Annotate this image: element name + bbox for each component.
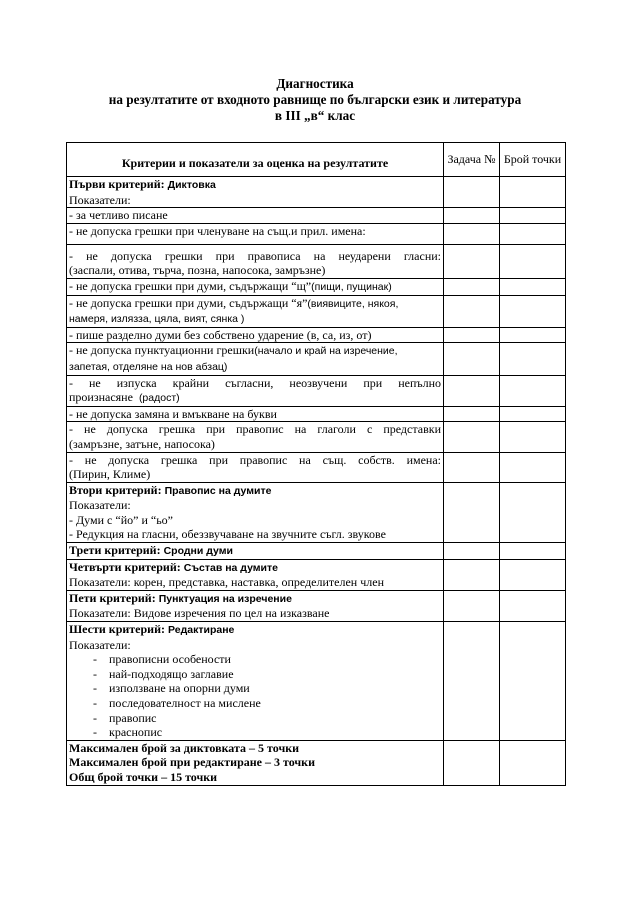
indicator-cell [67,244,444,278]
indicator-examples: (заспали, отива, търча, позна, напосока, замръзне) [69,263,326,278]
table-row [67,208,566,224]
criterion-label: Втори критерий [69,482,158,497]
task-cell[interactable] [444,740,500,785]
table-row [67,482,566,542]
task-cell[interactable] [444,278,500,295]
list-item: - краснопис [87,725,441,740]
points-cell[interactable] [500,343,566,375]
task-cell[interactable] [444,559,500,590]
task-number-header: Задача № [444,143,500,177]
indicators-text: Показатели: корен, представка, наставка, определителен член [69,575,384,590]
points-cell[interactable] [500,177,566,208]
assessment-table [66,142,566,786]
task-cell[interactable] [444,622,500,741]
task-cell[interactable] [444,223,500,244]
points-cell[interactable] [500,244,566,278]
points-header: Брой точки [500,143,566,177]
task-cell[interactable] [444,482,500,542]
list-item: - използване на опорни думи [87,681,441,696]
points-cell[interactable] [500,327,566,343]
points-cell[interactable] [500,406,566,422]
title-line-2: на резултатите от входното равнище по български език и литература [108,92,522,108]
indicators-label: Показатели: [69,498,131,513]
title-line-3: в ІІІ „в“ клас [274,108,356,124]
criterion-label: Първи критерий [69,177,161,191]
criterion-label: Четвърти критерий [69,559,177,574]
indicator-examples-cont: запетая, отделяне на нов абзац) [69,360,228,373]
points-cell[interactable] [500,452,566,482]
table-row [67,244,566,278]
table-row [67,740,566,785]
criterion-name: Правопис на думите [164,484,272,497]
editing-indicators-list [69,652,441,740]
criterion-name: Диктовка [167,179,216,191]
indicator-cell [67,343,444,375]
summary-total-points: Общ брой точки – 15 точки [69,769,218,784]
task-cell[interactable] [444,452,500,482]
task-cell[interactable] [444,208,500,224]
indicator-text: - не допуска пунктуационни грешки [69,343,255,358]
criterion-name: Сродни думи [163,545,233,558]
indicator-text: - Думи с “йо” и “ьо” [69,512,173,527]
summary-editing-max: Максимален брой при редактиране – 3 точки [69,755,316,770]
points-cell[interactable] [500,482,566,542]
points-cell[interactable] [500,559,566,590]
indicator-text: - пише разделно думи без собствено ударение (в, са, из, от) [67,327,444,343]
indicator-text: - Редукция на гласни, обеззвучаване на звучните съгл. звукове [69,527,386,542]
points-cell[interactable] [500,223,566,244]
table-row [67,559,566,590]
points-cell[interactable] [500,543,566,560]
list-item: - последователност на мислене [87,696,441,711]
table-row [67,590,566,621]
task-cell[interactable] [444,343,500,375]
indicator-cell [67,375,444,406]
criterion-2-cell: Втори критерий: Правопис на думите Показатели: - Думи с “йо” и “ьо” - Редукция на гласни, обеззвучаване на звучните съгл. звукове [67,482,444,542]
points-cell[interactable] [500,295,566,327]
indicator-examples: (замръзне, затъне, напосока) [69,436,215,451]
indicator-text: - не допуска грешки при думи, съдържащи “щ” [69,278,312,293]
criterion-6-cell: Шести критерий: Редактиране Показатели: - правописни особености - най-подходящо заглавие - използване на опорни думи - последователност на мислене - правопис - краснопис [67,622,444,741]
points-cell[interactable] [500,422,566,452]
table-row [67,406,566,422]
criterion-label: Пети критерий [69,590,152,605]
task-cell[interactable] [444,177,500,208]
task-cell[interactable] [444,327,500,343]
indicator-text: - не допуска грешки при членуване на същ.и прил. имена: [67,223,444,244]
indicator-text: - не допуска грешки при думи, съдържащи “я” [69,295,308,310]
criterion-3-cell: Трети критерий: Сродни думи [67,543,444,560]
criterion-name: Състав на думите [183,561,278,574]
indicator-examples: (пищи, пущинак) [311,280,392,293]
criterion-5-cell: Пети критерий: Пунктуация на изречение Показатели: Видове изречения по цел на изказване [67,590,444,621]
criteria-header: Критерии и показатели за оценка на резултатите [67,143,444,177]
indicator-text: - не изпуска крайни съгласни, неозвучени при непълно [69,375,441,390]
indicator-cell [67,295,444,327]
indicator-cell [67,452,444,482]
criterion-name: Редактиране [168,624,235,637]
table-row [67,327,566,343]
table-row [67,295,566,327]
indicator-text: - не допуска грешка при правопис на глаголи с представки [69,422,441,437]
task-cell[interactable] [444,295,500,327]
task-cell[interactable] [444,543,500,560]
indicators-label: Показатели: [69,192,131,207]
task-cell[interactable] [444,422,500,452]
indicator-examples: (начало и край на изречение, [254,345,398,358]
indicator-cell [67,278,444,295]
criterion-1-cell: Първи критерий: Диктовка Показатели: [67,177,444,208]
task-cell[interactable] [444,590,500,621]
document-title [60,76,570,125]
points-cell[interactable] [500,740,566,785]
indicator-examples: (Пирин, Климе) [69,467,151,482]
indicator-examples: (радост) [138,392,180,405]
table-row [67,278,566,295]
criterion-4-cell: Четвърти критерий: Състав на думите Показатели: корен, представка, наставка, определителен член [67,559,444,590]
indicators-label: Показатели: [69,637,131,652]
criterion-name: Пунктуация на изречение [158,592,292,605]
table-row [67,223,566,244]
table-row [67,177,566,208]
indicators-text: Показатели: Видове изречения по цел на изказване [69,606,330,621]
indicator-text: - не допуска замяна и вмъкване на букви [67,406,444,422]
list-item: - правопис [87,711,441,726]
task-cell[interactable] [444,406,500,422]
criterion-label: Шести критерий [69,622,162,637]
summary-dictation-max: Максимален брой за диктовката – 5 точки [69,740,300,755]
points-cell[interactable] [500,278,566,295]
points-cell[interactable] [500,375,566,406]
list-item: - най-подходящо заглавие [87,667,441,682]
title-line-1: Диагностика [276,76,354,91]
task-cell[interactable] [444,244,500,278]
criterion-label: Трети критерий [69,543,157,558]
indicator-text: - не допуска грешки при правописа на неударени гласни: [69,248,441,263]
table-row [67,422,566,452]
table-row [67,452,566,482]
indicator-examples: (виявиците, някоя, [307,297,399,310]
points-cell[interactable] [500,208,566,224]
indicator-text-cont: произнасяне [69,390,133,405]
indicator-text: - за четливо писане [67,208,444,224]
list-item: - правописни особености [87,652,441,667]
table-row [67,343,566,375]
indicator-cell [67,422,444,452]
points-cell[interactable] [500,590,566,621]
indicator-text: - не допуска грешка при правопис на същ. собств. имена: [69,452,441,467]
table-row [67,622,566,741]
points-cell[interactable] [500,622,566,741]
task-cell[interactable] [444,375,500,406]
table-row [67,543,566,560]
summary-cell [67,740,444,785]
indicator-examples-cont: намеря, излязза, цяла, вият, сянка ) [69,313,245,326]
table-header-row [67,143,566,177]
table-row [67,375,566,406]
